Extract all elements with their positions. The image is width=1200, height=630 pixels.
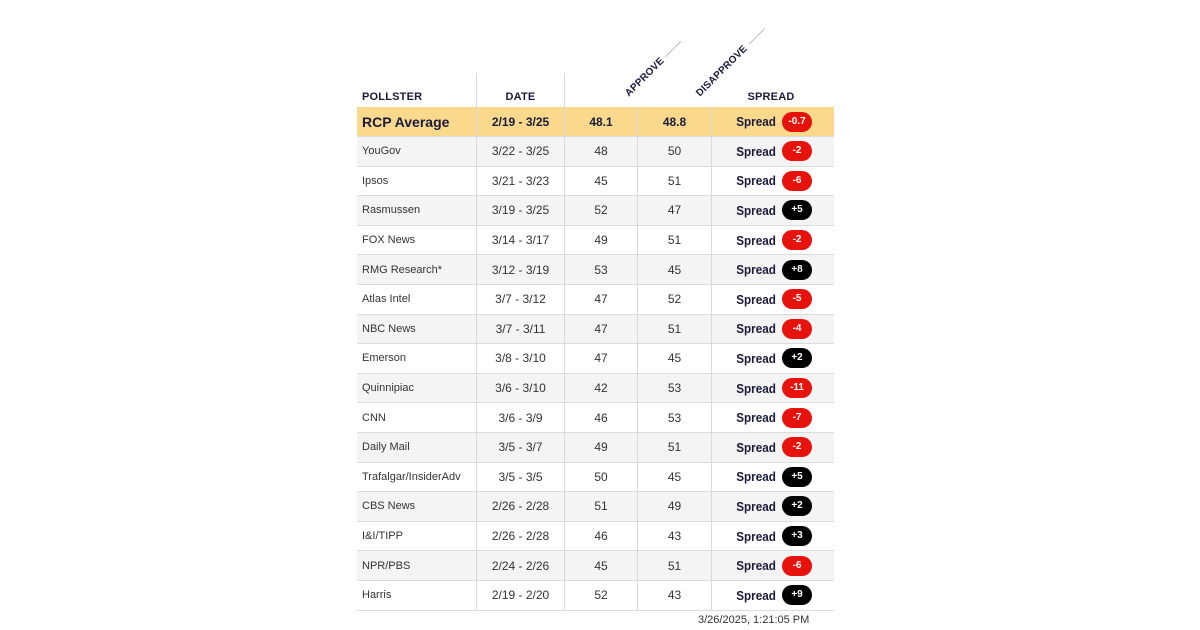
spread-badge: -4 xyxy=(782,319,812,339)
disapprove-value: 45 xyxy=(638,255,712,285)
poll-date: 2/19 - 2/20 xyxy=(477,580,565,610)
pollster-name[interactable]: Atlas Intel xyxy=(357,284,477,314)
pollster-name[interactable]: FOX News xyxy=(357,225,477,255)
spread-badge: -11 xyxy=(782,378,812,398)
approve-value: 50 xyxy=(565,462,638,492)
spread-badge: +2 xyxy=(782,348,812,368)
pollster-name[interactable]: CBS News xyxy=(357,492,477,522)
table-row xyxy=(357,403,834,433)
disapprove-value: 51 xyxy=(638,166,712,196)
spread-label: Spread xyxy=(736,380,776,396)
poll-date: 3/8 - 3/10 xyxy=(477,344,565,374)
table-row xyxy=(357,344,834,374)
spread-label: Spread xyxy=(736,321,776,337)
approve-value: 47 xyxy=(565,284,638,314)
spread-badge: -2 xyxy=(782,230,812,250)
pollster-name[interactable]: Quinnipiac xyxy=(357,373,477,403)
table-row xyxy=(357,314,834,344)
spread-label: Spread xyxy=(736,173,776,189)
spread-label: Spread xyxy=(736,558,776,574)
spread-badge: -2 xyxy=(782,141,812,161)
approve-value: 53 xyxy=(565,255,638,285)
poll-table xyxy=(357,107,834,611)
average-pollster: RCP Average xyxy=(357,107,477,137)
pollster-name[interactable]: Emerson xyxy=(357,344,477,374)
pollster-name[interactable]: Ipsos xyxy=(357,166,477,196)
disapprove-value: 51 xyxy=(638,551,712,581)
poll-date: 3/7 - 3/11 xyxy=(477,314,565,344)
poll-table-widget xyxy=(357,43,833,611)
poll-date: 2/24 - 2/26 xyxy=(477,551,565,581)
table-row xyxy=(357,137,834,167)
average-spread xyxy=(712,107,835,137)
spread-cell xyxy=(712,137,835,167)
spread-cell xyxy=(712,314,835,344)
spread-cell xyxy=(712,344,835,374)
spread-label: Spread xyxy=(736,202,776,218)
disapprove-value: 53 xyxy=(638,373,712,403)
spread-cell xyxy=(712,166,835,196)
spread-label: Spread xyxy=(736,291,776,307)
poll-date: 3/5 - 3/5 xyxy=(477,462,565,492)
pollster-name[interactable]: YouGov xyxy=(357,137,477,167)
spread-label: Spread xyxy=(736,410,776,426)
spread-cell xyxy=(712,462,835,492)
pollster-name[interactable]: RMG Research* xyxy=(357,255,477,285)
spread-cell xyxy=(712,580,835,610)
poll-date: 3/5 - 3/7 xyxy=(477,432,565,462)
approve-value: 48 xyxy=(565,137,638,167)
disapprove-value: 43 xyxy=(638,521,712,551)
spread-badge: +8 xyxy=(782,260,812,280)
poll-date: 3/14 - 3/17 xyxy=(477,225,565,255)
table-row xyxy=(357,551,834,581)
poll-date: 3/7 - 3/12 xyxy=(477,284,565,314)
spread-label: Spread xyxy=(736,498,776,514)
table-row xyxy=(357,166,834,196)
approve-value: 52 xyxy=(565,196,638,226)
spread-label: Spread xyxy=(736,528,776,544)
spread-badge: +5 xyxy=(782,467,812,487)
average-date: 2/19 - 3/25 xyxy=(477,107,565,137)
pollster-name[interactable]: Daily Mail xyxy=(357,432,477,462)
spread-badge: -6 xyxy=(782,171,812,191)
table-row xyxy=(357,432,834,462)
header-disapprove: DISAPPROVE xyxy=(637,55,710,107)
spread-cell xyxy=(712,373,835,403)
disapprove-value: 51 xyxy=(638,314,712,344)
pollster-name[interactable]: NBC News xyxy=(357,314,477,344)
pollster-name[interactable]: I&I/TIPP xyxy=(357,521,477,551)
timestamp: 3/26/2025, 1:21:05 PM xyxy=(698,614,810,626)
header-date: DATE xyxy=(477,73,565,107)
header-pollster: POLLSTER xyxy=(357,73,477,107)
approve-value: 49 xyxy=(565,432,638,462)
table-row xyxy=(357,196,834,226)
spread-badge: +2 xyxy=(782,496,812,516)
poll-date: 2/26 - 2/28 xyxy=(477,521,565,551)
disapprove-value: 43 xyxy=(638,580,712,610)
disapprove-value: 49 xyxy=(638,492,712,522)
poll-date: 3/6 - 3/10 xyxy=(477,373,565,403)
approve-value: 45 xyxy=(565,166,638,196)
spread-label: Spread xyxy=(736,469,776,485)
approve-value: 45 xyxy=(565,551,638,581)
spread-cell xyxy=(712,196,835,226)
disapprove-value: 47 xyxy=(638,196,712,226)
spread-badge: -5 xyxy=(782,289,812,309)
poll-date: 3/6 - 3/9 xyxy=(477,403,565,433)
spread-badge: -6 xyxy=(782,556,812,576)
approve-value: 51 xyxy=(565,492,638,522)
table-row xyxy=(357,225,834,255)
rcp-average-row xyxy=(357,107,834,137)
spread-badge: +3 xyxy=(782,526,812,546)
disapprove-value: 51 xyxy=(638,225,712,255)
average-disapprove: 48.8 xyxy=(638,107,712,137)
table-row xyxy=(357,373,834,403)
spread-badge: -7 xyxy=(782,408,812,428)
disapprove-value: 52 xyxy=(638,284,712,314)
spread-badge: +9 xyxy=(782,585,812,605)
spread-label: Spread xyxy=(736,232,776,248)
spread-badge: -0.7 xyxy=(782,112,812,132)
spread-cell xyxy=(712,492,835,522)
spread-label: Spread xyxy=(736,587,776,603)
spread-label: Spread xyxy=(736,262,776,278)
spread-cell xyxy=(712,432,835,462)
approve-value: 46 xyxy=(565,403,638,433)
pollster-name[interactable]: Harris xyxy=(357,580,477,610)
spread-cell xyxy=(712,284,835,314)
spread-badge: -2 xyxy=(782,437,812,457)
table-row xyxy=(357,255,834,285)
table-header xyxy=(357,43,833,107)
poll-date: 3/19 - 3/25 xyxy=(477,196,565,226)
table-row xyxy=(357,462,834,492)
approve-value: 47 xyxy=(565,344,638,374)
spread-cell xyxy=(712,521,835,551)
approve-value: 42 xyxy=(565,373,638,403)
table-row xyxy=(357,492,834,522)
approve-value: 49 xyxy=(565,225,638,255)
table-row xyxy=(357,580,834,610)
pollster-name[interactable]: NPR/PBS xyxy=(357,551,477,581)
disapprove-value: 51 xyxy=(638,432,712,462)
disapprove-value: 45 xyxy=(638,344,712,374)
table-row xyxy=(357,284,834,314)
approve-value: 52 xyxy=(565,580,638,610)
spread-label: Spread xyxy=(736,114,776,129)
pollster-name[interactable]: Rasmussen xyxy=(357,196,477,226)
spread-cell xyxy=(712,403,835,433)
poll-date: 3/12 - 3/19 xyxy=(477,255,565,285)
spread-cell xyxy=(712,551,835,581)
header-spread: SPREAD xyxy=(747,91,795,103)
spread-label: Spread xyxy=(736,350,776,366)
spread-badge: +5 xyxy=(782,200,812,220)
average-approve: 48.1 xyxy=(565,107,638,137)
pollster-name[interactable]: Trafalgar/InsiderAdv xyxy=(357,462,477,492)
spread-label: Spread xyxy=(736,143,776,159)
spread-cell xyxy=(712,255,835,285)
approve-value: 46 xyxy=(565,521,638,551)
header-approve: APPROVE xyxy=(565,55,637,107)
approve-value: 47 xyxy=(565,314,638,344)
poll-date: 2/26 - 2/28 xyxy=(477,492,565,522)
poll-date: 3/22 - 3/25 xyxy=(477,137,565,167)
spread-label: Spread xyxy=(736,439,776,455)
disapprove-value: 50 xyxy=(638,137,712,167)
disapprove-value: 45 xyxy=(638,462,712,492)
spread-cell xyxy=(712,225,835,255)
pollster-name[interactable]: CNN xyxy=(357,403,477,433)
disapprove-value: 53 xyxy=(638,403,712,433)
table-row xyxy=(357,521,834,551)
poll-date: 3/21 - 3/23 xyxy=(477,166,565,196)
